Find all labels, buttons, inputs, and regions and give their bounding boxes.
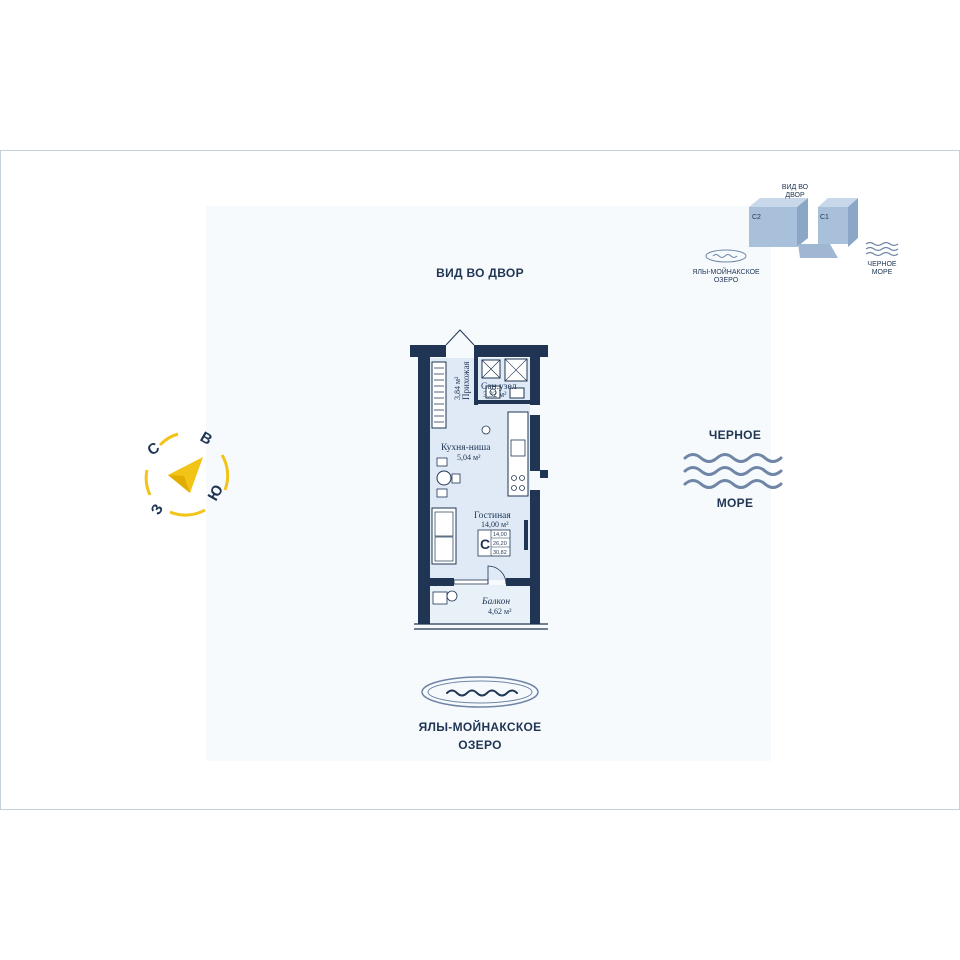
lake-label-line2: ОЗЕРО <box>458 738 502 752</box>
sea-waves-icon <box>685 455 781 488</box>
lake-label-line1: ЯЛЫ-МОЙНАКСКОЕ <box>418 720 542 734</box>
kitchen-name: Кухня-ниша <box>441 443 491 453</box>
bathroom-area: 3,32 м² <box>483 390 507 399</box>
mini-building-c1 <box>818 207 848 244</box>
compass-icon <box>146 434 227 515</box>
apartment-living-area: 14,00 <box>493 532 507 538</box>
balcony-name: Балкон <box>482 597 511 607</box>
mini-lake-1: ЯЛЫ-МОЙНАКСКОЕ <box>692 269 760 276</box>
wall-bottom-left <box>418 578 454 586</box>
mini-c1-label: С1 <box>820 214 829 221</box>
black-sea-label-line1: ЧЕРНОЕ <box>708 428 762 442</box>
mini-c2-label: С2 <box>752 214 761 221</box>
apartment-area: 26,20 <box>493 541 507 547</box>
floor-plan <box>410 330 548 629</box>
compass-south: Ю <box>204 481 228 504</box>
hallway-area: 3,84 м² <box>453 376 462 400</box>
wall-right-lower <box>530 490 540 585</box>
wall-right-mid <box>530 415 540 471</box>
wall-bottom-right <box>506 578 540 586</box>
mini-sea-icon <box>866 243 898 256</box>
mini-lake-2: ОЗЕРО <box>713 277 739 284</box>
lake-icon <box>422 677 538 707</box>
mini-lake-icon <box>706 250 746 262</box>
mini-sea-2: МОРЕ <box>871 269 893 276</box>
mini-view-yard-2: ДВОР <box>785 192 805 199</box>
living-area: 14,00 м² <box>481 520 509 529</box>
kitchen-area: 5,04 м² <box>457 453 481 462</box>
wall-left <box>418 345 430 585</box>
mini-map <box>706 198 898 262</box>
compass-east: В <box>197 428 216 449</box>
compass-west: З <box>147 501 167 518</box>
mini-building-c2 <box>749 207 797 247</box>
apartment-type: С <box>480 536 491 552</box>
black-sea-label-line2: МОРЕ <box>716 496 754 510</box>
mini-view-yard-1: ВИД ВО <box>781 184 809 191</box>
bathroom-name: Сан.узел <box>481 382 517 392</box>
balcony-area: 4,62 м² <box>488 607 512 616</box>
view-yard-label: ВИД ВО ДВОР <box>436 266 524 280</box>
mini-sea-1: ЧЕРНОЕ <box>867 261 897 268</box>
hallway-name: Прихожая <box>461 361 471 400</box>
wall-top-left <box>418 345 446 357</box>
apartment-total-area: 30,82 <box>493 550 507 556</box>
living-name: Гостиная <box>474 511 511 521</box>
wall-top-right <box>474 345 540 357</box>
compass-north: С <box>144 439 163 460</box>
